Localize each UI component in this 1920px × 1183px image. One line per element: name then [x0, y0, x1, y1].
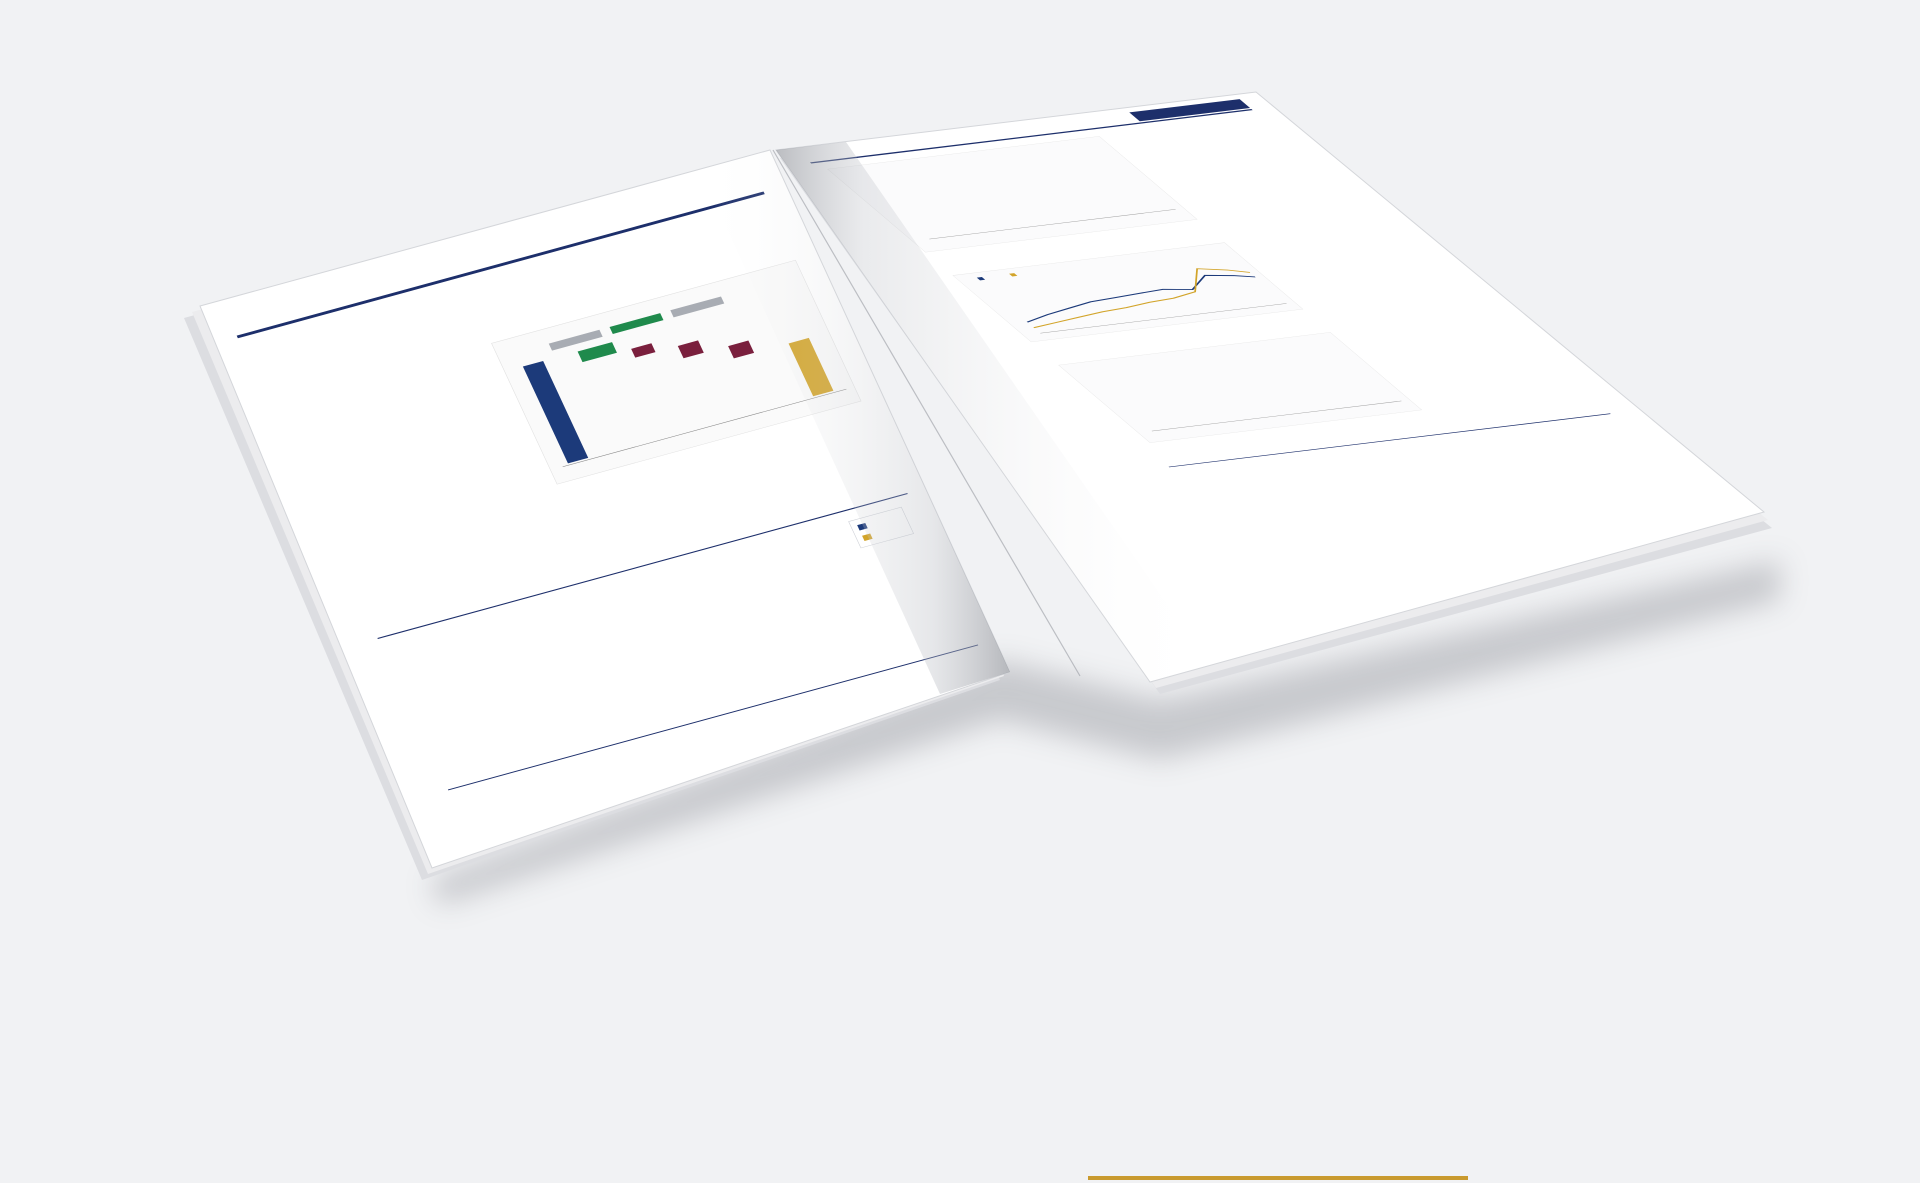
testimonial-underline	[1088, 1176, 1468, 1180]
testimonial-author	[1088, 1112, 1588, 1140]
